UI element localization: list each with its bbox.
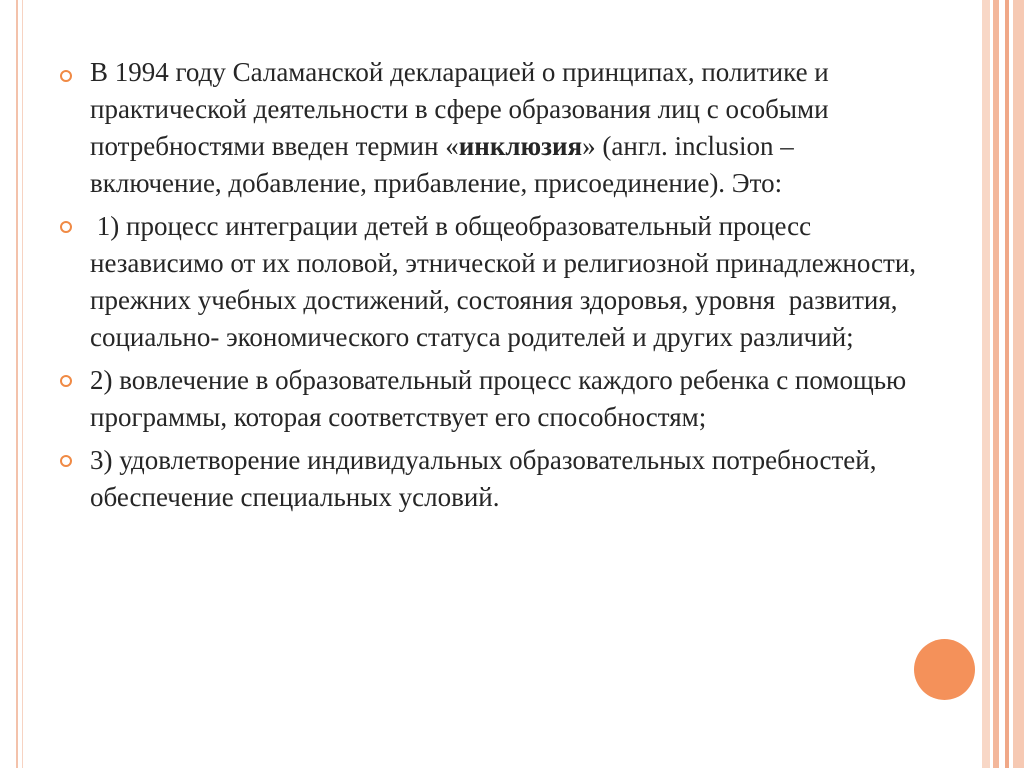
list-item xyxy=(58,362,918,436)
paragraph-text: 1) процесс интеграции детей в общеобразовательный процесс независимо от их половой, этнической и религиозной принадлежности, прежних учебных достижений, состояния здоровья, уровня развития, социально- экономического статуса родителей и других различий; xyxy=(90,211,923,352)
paragraph-text-end: » (англ. inclusion – включение, добавление, прибавление, присоединение). Это: xyxy=(90,131,794,198)
decorative-stripes xyxy=(982,0,1024,768)
bullet-list xyxy=(58,54,923,522)
bullet-icon xyxy=(60,375,72,387)
bullet-icon xyxy=(60,221,72,233)
left-border-line xyxy=(16,0,18,768)
term-bold: инклюзия xyxy=(458,131,583,161)
list-item xyxy=(58,208,923,356)
decorative-circle xyxy=(914,639,975,700)
paragraph-text-start: В 1994 году Саламанской декларацией о принципах, политике и практической деятельности в сфере образования лиц с особыми потребностями введен термин « xyxy=(90,57,829,161)
bullet-icon xyxy=(60,70,72,82)
bullet-icon xyxy=(60,455,72,467)
list-item xyxy=(58,54,918,202)
paragraph-text: 3) удовлетворение индивидуальных образовательных потребностей, обеспечение специальных условий. xyxy=(90,445,877,512)
list-item xyxy=(58,442,918,516)
paragraph-text: 2) вовлечение в образовательный процесс каждого ребенка с помощью программы, которая соответствует его способностям; xyxy=(90,365,907,432)
paragraph-text xyxy=(90,54,918,202)
left-border-line xyxy=(22,0,23,768)
